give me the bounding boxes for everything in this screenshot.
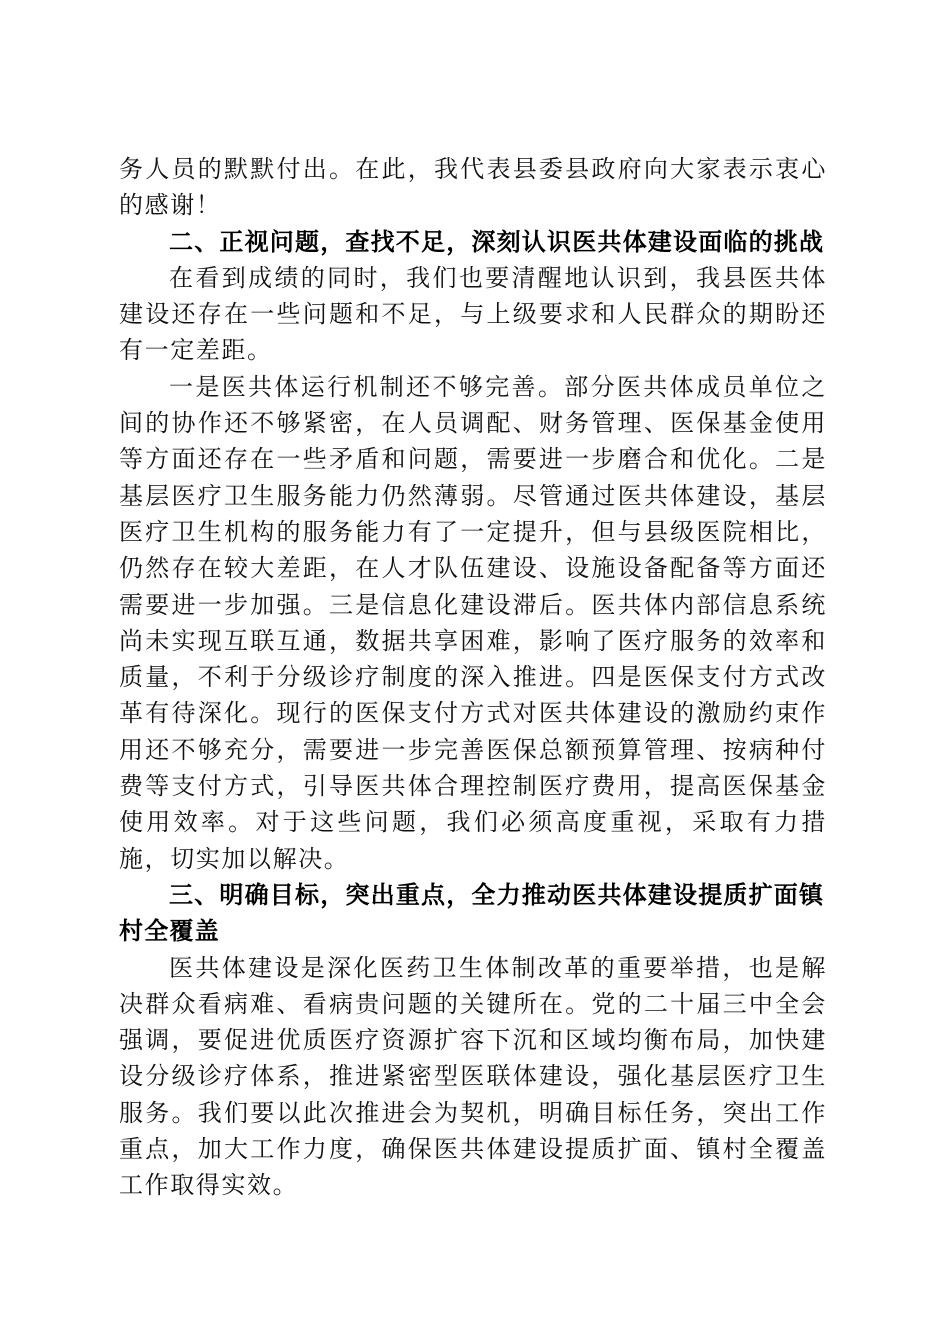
document-body <box>119 151 827 1204</box>
section-heading-3: 三、明确目标，突出重点，全力推动医共体建设提质扩面镇村全覆盖 <box>119 880 825 946</box>
paragraph-closing-thanks: 务人员的默默付出。在此，我代表县委县政府向大家表示衷心的感谢！ <box>119 155 827 220</box>
paragraph-problems-intro: 在看到成绩的同时，我们也要清醒地认识到，我县医共体建设还存在一些问题和不足，与上级要求和人民群众的期盼还有一定差距。 <box>119 263 827 365</box>
section-heading-2: 二、正视问题，查找不足，深刻认识医共体建设面临的挑战 <box>169 227 825 256</box>
paragraph-goals: 医共体建设是深化医药卫生体制改革的重要举措，也是解决群众看病难、看病贵问题的关键所在。党的二十届三中全会强调，要促进优质医疗资源扩容下沉和区域均衡布局，加快建设分级诊疗体系，推进紧密型医联体建设，强化基层医疗卫生服务。我们要以此次推进会为契机，明确目标任务，突出工作重点，加大工作力度，确保医共体建设提质扩面、镇村全覆盖工作取得实效。 <box>119 953 827 1200</box>
paragraph-problems-detail: 一是医共体运行机制还不够完善。部分医共体成员单位之间的协作还不够紧密，在人员调配、财务管理、医保基金使用等方面还存在一些矛盾和问题，需要进一步磨合和优化。二是基层医疗卫生服务能力仍然薄弱。尽管通过医共体建设，基层医疗卫生机构的服务能力有了一定提升，但与县级医院相比，仍然存在较大差距，在人才队伍建设、设施设备配备等方面还需要进一步加强。三是信息化建设滞后。医共体内部信息系统尚未实现互联互通，数据共享困难，影响了医疗服务的效率和质量，不利于分级诊疗制度的深入推进。四是医保支付方式改革有待深化。现行的医保支付方式对医共体建设的激励约束作用还不够充分，需要进一步完善医保总额预算管理、按病种付费等支付方式，引导医共体合理控制医疗费用，提高医保基金使用效率。对于这些问题，我们必须高度重视，采取有力措施，切实加以解决。 <box>119 372 827 873</box>
